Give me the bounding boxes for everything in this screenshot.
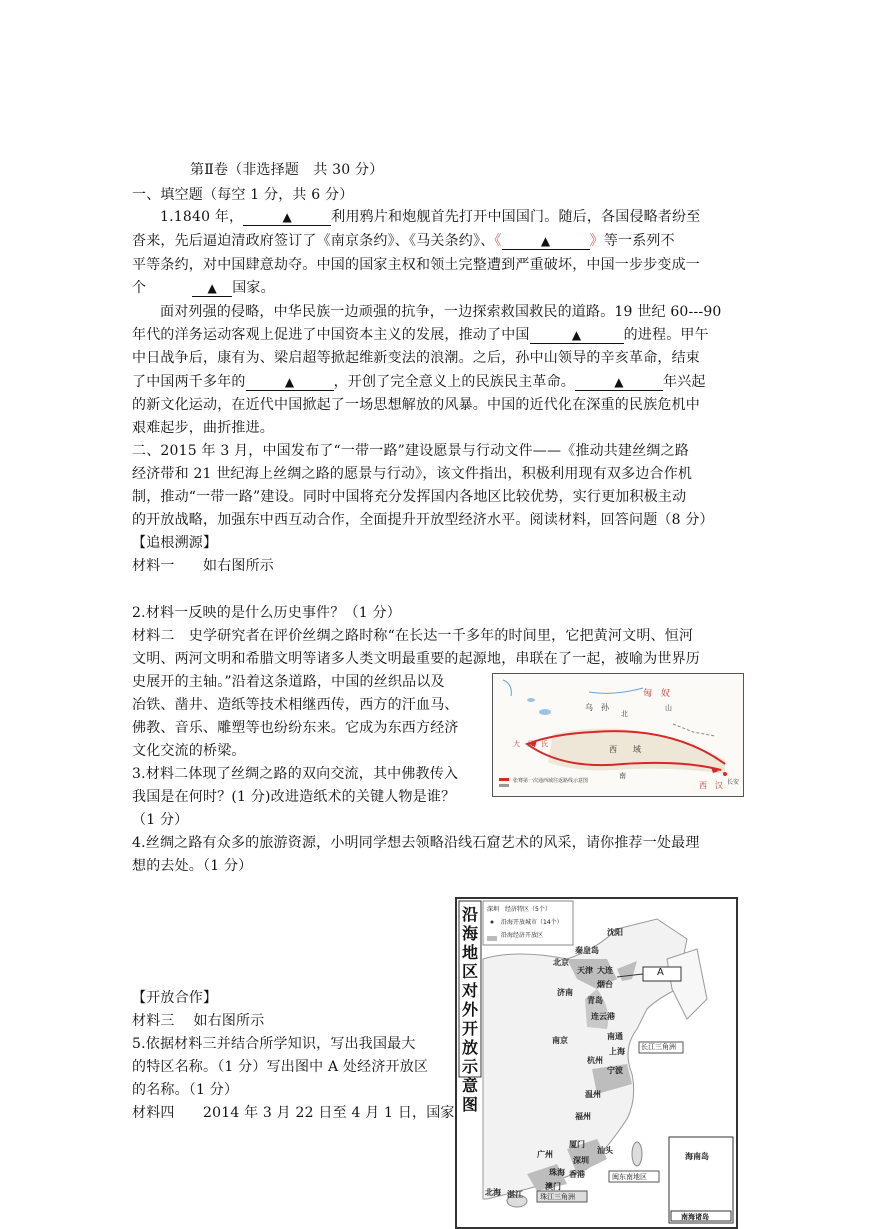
question-3-line2: 我国是在何时？(1 分)改进造纸术的关键人物是谁？ bbox=[132, 789, 456, 805]
question-5-line1: 5.依据材料三并结合所学知识，写出我国最大 bbox=[132, 1036, 416, 1052]
map2-city-label: 湛江 bbox=[507, 1190, 523, 1199]
map2-city-label: 宁波 bbox=[607, 1066, 623, 1075]
map2-city-label: 北海 bbox=[485, 1188, 501, 1197]
map2-city-label: 南通 bbox=[607, 1032, 623, 1041]
map2-city-label: 上海 bbox=[609, 1047, 625, 1056]
map2-city-label: 温州 bbox=[585, 1090, 601, 1099]
map2-city-label: 厦门 bbox=[569, 1140, 585, 1149]
map2-city-label: 济南 bbox=[557, 988, 573, 997]
part2-line4: 的开放战略，加强东中西互动合作，全面提升开放型经济水平。阅读材料，回答问题（8 分） bbox=[132, 512, 714, 528]
subheading-open: 【开放合作】 bbox=[132, 990, 218, 1006]
map2-city-label: 澳门 bbox=[545, 1182, 561, 1191]
question-3-line1: 3.材料二体现了丝绸之路的双向交流，其中佛教传入 bbox=[132, 766, 459, 782]
answer-blank[interactable]: ▲ bbox=[530, 327, 624, 344]
question-5-line2: 的特区名称。（1 分）写出图中 A 处经济开放区 bbox=[132, 1059, 429, 1075]
map2-city-label: 南京 bbox=[552, 1036, 568, 1045]
part2-line3: 制，推动“一带一路”建设。同时中国将充分发挥国内各地区比较优势，实行更加积极主动 bbox=[132, 489, 687, 505]
material-2-line1: 材料二 史学研究者在评价丝绸之路时称“在长达一千多年的时间里，它把黄河文明、恒河 bbox=[132, 628, 694, 644]
material-2-line3: 史展开的主轴。”沿着这条道路，中国的丝织品以及 bbox=[132, 674, 445, 690]
map2-city-label: 大连 bbox=[597, 966, 613, 975]
coastal-open-map bbox=[455, 897, 738, 1229]
q1-line4: 个 ▲ 国家。 bbox=[132, 280, 275, 296]
answer-blank[interactable]: ▲ bbox=[192, 280, 232, 297]
map2-legend: 深圳 经济特区（5个） 沿海开放城市（14个） 沿海经济开放区 bbox=[487, 906, 563, 939]
map2-region-mindongnan: 闽东南地区 bbox=[612, 1173, 647, 1181]
question-2: 2.材料一反映的是什么历史事件？（1 分） bbox=[132, 605, 401, 621]
subheading-trace: 【追根溯源】 bbox=[132, 535, 218, 551]
p2-line1: 面对列强的侵略，中华民族一边顽强的抗争，一边探索救国救民的道路。19 世纪 60---90 bbox=[160, 304, 722, 320]
map1-label-shan: 山 bbox=[665, 704, 672, 712]
map2-city-label: 秦皇岛 bbox=[575, 946, 599, 955]
map2-city-label: 北京 bbox=[553, 958, 569, 967]
silk-road-map-svg bbox=[493, 674, 743, 796]
map2-city-label: 沈阳 bbox=[607, 928, 623, 937]
map2-city-label: 广州 bbox=[537, 1150, 553, 1159]
p2-line2: 年代的洋务运动客观上促进了中国资本主义的发展，推动了中国 ▲ 的进程。甲午 bbox=[132, 327, 709, 343]
map2-title: 沿海地区对外开放示意图 bbox=[461, 905, 478, 1114]
map1-label-xiongnu: 匈 奴 bbox=[643, 689, 671, 699]
material-2-line5: 佛教、音乐、雕塑等也纷纷东来。它成为东西方经济 bbox=[132, 720, 459, 736]
map1-label-nan: 南 bbox=[619, 772, 626, 780]
material-2-line2: 文明、两河文明和希腊文明等诸多人类文明最重要的起源地，串联在了一起，被喻为世界历 bbox=[132, 651, 700, 667]
question-4-line2: 想的去处。（1 分） bbox=[132, 858, 253, 874]
material-2-line4: 冶铁、凿井、造纸等技术相继西传，西方的汗血马、 bbox=[132, 697, 459, 713]
p2-line3: 中日战争后，康有为、梁启超等掀起维新变法的浪潮。之后，孙中山领导的辛亥革命，结束 bbox=[132, 350, 700, 366]
material-1: 材料一 如右图所示 bbox=[132, 558, 274, 574]
q1-line1: 1.1840 年， ▲ 利用鸦片和炮舰首先打开中国国门。随后，各国侵略者纷至 bbox=[160, 209, 701, 225]
map1-label-changan: 长安 bbox=[727, 779, 740, 786]
map2-city-label: 杭州 bbox=[587, 1056, 603, 1065]
p2-line5: 的新文化运动，在近代中国掀起了一场思想解放的风暴。中国的近代化在深重的民族危机中 bbox=[132, 397, 700, 413]
map2-region-yangtze: 长江三角洲 bbox=[641, 1043, 676, 1051]
map2-city-label: 海南岛 bbox=[685, 1152, 709, 1161]
map1-label-xiyu: 西 域 bbox=[609, 745, 641, 754]
map2-region-pearl: 珠江三角洲 bbox=[540, 1193, 575, 1201]
map2-city-label: 烟台 bbox=[597, 980, 613, 989]
answer-blank[interactable]: ▲ bbox=[502, 233, 590, 250]
material-3: 材料三 如右图所示 bbox=[132, 1013, 265, 1029]
question-4-line1: 4.丝绸之路有众多的旅游资源，小明同学想去领略沿线石窟艺术的风采，请你推荐一处最理 bbox=[132, 835, 700, 851]
material-4: 材料四 2014 年 3 月 22 日至 4 月 1 日，国家 bbox=[132, 1105, 455, 1121]
map2-city-label: 青岛 bbox=[587, 996, 603, 1005]
answer-blank[interactable]: ▲ bbox=[575, 374, 663, 391]
q1-line2: 沓来，先后逼迫清政府签订了《南京条约》、《马关条约》、《 ▲ 》等一系列不 bbox=[132, 233, 675, 249]
question-5-line3: 的名称。（1 分） bbox=[132, 1082, 239, 1098]
q1-line3: 平等条约，对中国肆意劫夺。中国的国家主权和领土完整遭到严重破坏，中国一步步变成一 bbox=[132, 257, 700, 273]
map1-label-bei: 北 bbox=[621, 710, 628, 718]
map2-marker-a: A bbox=[657, 967, 664, 978]
section-title: 第Ⅱ卷（非选择题 共 30 分） bbox=[190, 162, 384, 178]
map2-city-label: 深圳 bbox=[573, 1156, 589, 1165]
p2-line6: 艰难起步，曲折推进。 bbox=[132, 420, 274, 436]
map1-label-yuezhi: 大 月 氏 bbox=[513, 740, 548, 748]
silk-road-map bbox=[492, 673, 744, 797]
answer-blank[interactable]: ▲ bbox=[243, 209, 331, 226]
map2-city-label: 福州 bbox=[575, 1112, 591, 1121]
map2-inset-label: 南海诸岛 bbox=[681, 1213, 709, 1221]
material-2-line6: 文化交流的桥梁。 bbox=[132, 743, 246, 759]
part1-heading: 一、填空题（每空 1 分，共 6 分） bbox=[132, 187, 354, 203]
map2-city-label: 天津 bbox=[577, 966, 593, 975]
map2-city-label: 汕头 bbox=[597, 1146, 613, 1155]
question-3-line3: （1 分） bbox=[132, 812, 189, 828]
map2-city-label: 香港 bbox=[569, 1170, 585, 1179]
answer-blank[interactable]: ▲ bbox=[246, 374, 334, 391]
map2-city-label: 珠海 bbox=[549, 1168, 565, 1177]
map1-label-wusun: 乌 孙 bbox=[585, 703, 609, 712]
p2-line4: 了中国两千多年的 ▲ ，开创了完全意义上的民族民主革命。 ▲ 年兴起 bbox=[132, 374, 706, 390]
map1-legend: 张骞第一次通西域往返路线示意图 bbox=[513, 778, 589, 784]
map1-label-xihan: 西 汉 bbox=[699, 781, 723, 790]
part2-line1: 二、2015 年 3 月，中国发布了“一带一路”建设愿景与行动文件——《推动共建丝绸之路 bbox=[132, 443, 689, 459]
map2-city-label: 连云港 bbox=[591, 1012, 615, 1021]
part2-line2: 经济带和 21 世纪海上丝绸之路的愿景与行动》，该文件指出，积极利用现有双多边合作机 bbox=[132, 466, 693, 482]
